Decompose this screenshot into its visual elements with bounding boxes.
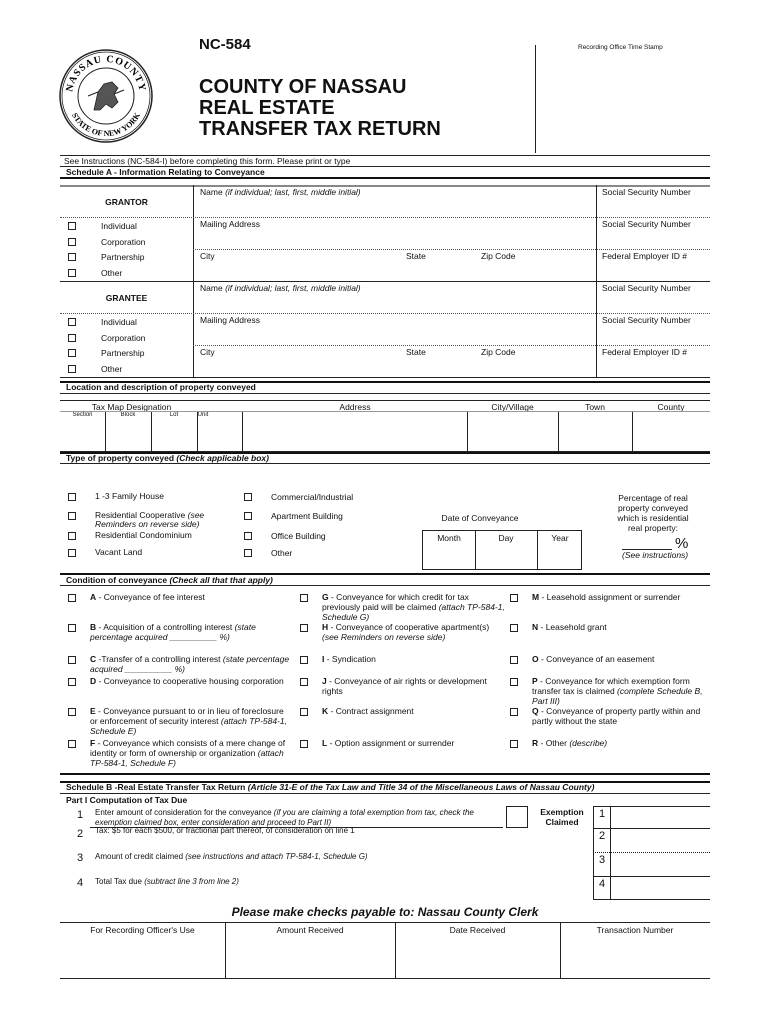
- condition-text: - Conveyance of fee interest: [96, 592, 205, 602]
- property-type-label: Office Building: [271, 531, 326, 541]
- svg-text:NASSAU COUNTY: NASSAU COUNTY: [64, 53, 148, 93]
- divider: [60, 281, 710, 282]
- name-text: Name: [200, 187, 223, 197]
- divider: [242, 411, 243, 451]
- grantee-label: GRANTEE: [105, 293, 148, 303]
- line-text: Tax: $5 for each $500, or fractional part thereof, of consideration on line 1: [95, 826, 355, 835]
- property-type-checkbox[interactable]: [244, 532, 252, 540]
- line-note: (subtract line 3 from line 2): [144, 877, 239, 886]
- condition-letter: H: [322, 622, 329, 632]
- entity-type-label: Corporation: [101, 236, 146, 247]
- condition-k-checkbox[interactable]: [300, 708, 308, 716]
- property-type-label: Commercial/Industrial: [271, 492, 354, 502]
- divider: [60, 217, 710, 218]
- property-type-label: [95, 548, 235, 557]
- entity-type-label: Other: [101, 363, 123, 374]
- state-label: State: [406, 251, 426, 261]
- condition-letter: O: [532, 654, 539, 664]
- line-text: Total Tax due: [95, 877, 145, 886]
- city-village-label: City/Village: [491, 402, 534, 412]
- month-field[interactable]: [423, 543, 475, 569]
- mailing-address-label: Mailing Address: [200, 315, 261, 325]
- divider: [151, 411, 152, 451]
- condition-m-label: [532, 592, 712, 602]
- state-label: State: [406, 347, 426, 357]
- condition-letter: F: [90, 738, 96, 748]
- condition-g-checkbox[interactable]: [300, 594, 308, 602]
- day-field[interactable]: [476, 543, 536, 569]
- title-note: (Article 31-E of the Tax Law and Title 34 of the Miscellaneous Laws of Nassau County): [247, 782, 595, 792]
- property-type-label: Apartment Building: [271, 511, 343, 521]
- name-hint: (if individual; last, first, middle initial): [225, 283, 361, 293]
- percentage-label: Percentage of real property conveyed which is residential real property:: [617, 493, 689, 533]
- condition-e-checkbox[interactable]: [68, 708, 76, 716]
- condition-f-checkbox[interactable]: [68, 740, 76, 748]
- condition-letter: R: [532, 738, 539, 748]
- entity-type-label: Corporation: [101, 332, 146, 343]
- condition-m-checkbox[interactable]: [510, 594, 518, 602]
- entity-type-label: Partnership: [101, 252, 145, 262]
- condition-note: (see Reminders on reverse side): [322, 632, 446, 642]
- divider: [610, 852, 611, 876]
- divider: [467, 411, 468, 451]
- property-type-checkbox[interactable]: [68, 549, 76, 557]
- property-type-label: Other: [271, 548, 293, 558]
- divider: [596, 281, 597, 377]
- divider: [60, 393, 710, 394]
- grantee-individual-checkbox[interactable]: [68, 318, 76, 326]
- grantee-corporation-checkbox[interactable]: [68, 334, 76, 342]
- condition-letter: M: [532, 592, 540, 602]
- property-type-checkbox[interactable]: [244, 512, 252, 520]
- condition-note: (state percentage acquired __________ %): [90, 622, 256, 642]
- property-type-label: [95, 511, 235, 529]
- condition-letter: I: [322, 654, 325, 664]
- title-text: Condition of conveyance: [66, 575, 168, 585]
- divider: [610, 828, 611, 852]
- line-note: (see instructions and attach TP-584-1, Schedule G): [185, 852, 368, 861]
- divider: [610, 806, 611, 828]
- divider: [596, 185, 597, 281]
- condition-b-checkbox[interactable]: [68, 624, 76, 632]
- condition-text: - Conveyance for which exemption form transfer tax is claimed: [532, 676, 690, 696]
- form-title: [199, 77, 441, 140]
- county-label: County: [657, 402, 685, 412]
- amount-line-number: 4: [599, 878, 606, 890]
- property-type-title: [60, 453, 710, 463]
- condition-note: (state percentage acquired __________ %): [90, 654, 290, 674]
- divider: [193, 249, 710, 250]
- line-number: 4: [77, 877, 84, 889]
- city-label: City: [200, 251, 215, 261]
- condition-text: - Conveyance of air rights or development rights: [322, 676, 487, 696]
- grantee-other-checkbox[interactable]: [68, 365, 76, 373]
- condition-note: (describe): [569, 738, 608, 748]
- condition-text: - Leasehold assignment or surrender: [539, 592, 681, 602]
- form-number: NC-584: [199, 36, 251, 53]
- line-2-text: [95, 826, 355, 835]
- amount-received-label: Amount Received: [276, 925, 344, 935]
- condition-letter: B: [90, 622, 97, 632]
- date-of-conveyance-box: [422, 530, 582, 570]
- divider: [60, 463, 710, 464]
- divider: [60, 773, 710, 775]
- exemption-claimed-checkbox[interactable]: [506, 806, 528, 828]
- condition-letter: E: [90, 706, 96, 716]
- property-type-checkbox[interactable]: [68, 493, 76, 501]
- condition-text: - Conveyance to cooperative housing corporation: [96, 676, 284, 686]
- grantor-mailing-address-field[interactable]: [194, 229, 594, 248]
- property-type-text: 1 -3 Family House: [95, 491, 164, 501]
- percentage-note: (See instructions): [622, 550, 689, 560]
- divider: [193, 345, 710, 346]
- schedule-a-title: Schedule A - Information Relating to Conveyance: [66, 167, 265, 177]
- condition-text: - Conveyance of property partly within and partly without the state: [532, 706, 701, 726]
- title-text: Type of property conveyed: [66, 453, 175, 463]
- condition-i-label: [322, 654, 507, 664]
- line-number: 2: [77, 828, 84, 840]
- property-type-text: Vacant Land: [95, 547, 143, 557]
- condition-letter: K: [322, 706, 329, 716]
- name-label: [200, 283, 361, 293]
- condition-r-checkbox[interactable]: [510, 740, 518, 748]
- divider: [60, 411, 710, 412]
- condition-text: - Conveyance which consists of a mere change of identity or form of ownership or organization: [90, 738, 286, 758]
- condition-text: - Option assignment or surrender: [327, 738, 455, 748]
- entity-type-label: Other: [101, 267, 123, 278]
- divider: [558, 411, 559, 451]
- condition-text: - Other: [538, 738, 570, 748]
- condition-e-label: [90, 706, 290, 736]
- property-type-text: Residential Condominium: [95, 530, 192, 540]
- grantor-other-checkbox[interactable]: [68, 269, 76, 277]
- entity-type-label: Individual: [101, 221, 137, 231]
- property-type-label: [95, 492, 235, 501]
- block-label: Block: [120, 412, 136, 418]
- instructions-text: See Instructions (NC-584-I) before completing this form. Please print or type: [64, 156, 351, 166]
- line-4-text: [95, 877, 239, 886]
- condition-text: - Conveyance for which credit for tax previously paid will be claimed: [322, 592, 469, 612]
- property-type-checkbox[interactable]: [244, 493, 252, 501]
- condition-note: (attach TP-584-1, Schedule E): [90, 716, 288, 736]
- condition-l-checkbox[interactable]: [300, 740, 308, 748]
- percent-sign: %: [675, 535, 689, 552]
- grantor-name-field[interactable]: [194, 197, 594, 216]
- line-number: 1: [77, 809, 84, 821]
- divider: [632, 411, 633, 451]
- condition-h-label: [322, 622, 507, 642]
- amount-line-number: 3: [599, 854, 606, 866]
- property-type-note: (see Reminders on reverse side): [95, 510, 205, 529]
- exemption-claimed-label: Exemption Claimed: [540, 807, 584, 827]
- condition-g-label: [322, 592, 507, 622]
- grantee-partnership-checkbox[interactable]: [68, 349, 76, 357]
- condition-j-label: [322, 676, 507, 696]
- condition-r-label: [532, 738, 712, 748]
- year-field[interactable]: [538, 543, 582, 569]
- divider: [60, 585, 710, 586]
- property-type-label: [95, 531, 235, 540]
- ssn-label: Social Security Number: [602, 315, 691, 325]
- condition-o-label: [532, 654, 712, 664]
- divider: [60, 793, 710, 794]
- condition-note: (attach TP-584-1, Schedule F): [90, 748, 284, 768]
- grantee-city-state-zip-field[interactable]: [194, 357, 594, 376]
- condition-letter: J: [322, 676, 327, 686]
- grantor-label: GRANTOR: [105, 197, 148, 207]
- lot-label: Lot: [169, 412, 179, 418]
- name-label: [200, 187, 361, 197]
- condition-letter: A: [90, 592, 97, 602]
- amount-line-number: 2: [599, 830, 606, 842]
- condition-a-label: [90, 592, 290, 602]
- condition-d-checkbox[interactable]: [68, 678, 76, 686]
- title-line: TRANSFER TAX RETURN: [199, 118, 441, 140]
- divider: [60, 177, 710, 179]
- recording-use-label: For Recording Officer's Use: [90, 925, 195, 935]
- property-type-text: Residential Cooperative: [95, 510, 186, 520]
- grantee-mailing-address-field[interactable]: [194, 325, 594, 344]
- condition-text: - Acquisition of a controlling interest: [96, 622, 235, 632]
- date-of-conveyance-label: Date of Conveyance: [441, 513, 519, 523]
- line-text: Amount of credit claimed: [95, 852, 186, 861]
- location-title: Location and description of property conveyed: [66, 382, 256, 392]
- condition-o-checkbox[interactable]: [510, 656, 518, 664]
- line-text: Enter amount of consideration for the conveyance: [95, 808, 274, 817]
- condition-h-checkbox[interactable]: [300, 624, 308, 632]
- condition-n-checkbox[interactable]: [510, 624, 518, 632]
- amount-line-number: 1: [599, 808, 606, 820]
- year-label: Year: [551, 533, 569, 543]
- condition-text: - Contract assignment: [328, 706, 414, 716]
- condition-j-checkbox[interactable]: [300, 678, 308, 686]
- condition-text: -Transfer of a controlling interest: [96, 654, 223, 664]
- line-1-text: [95, 808, 505, 827]
- title-line: COUNTY OF NASSAU: [199, 76, 407, 98]
- divider: [60, 313, 710, 314]
- condition-note: (complete Schedule B, Part III): [532, 686, 703, 706]
- time-stamp-label: Recording Office Time Stamp: [578, 44, 663, 51]
- condition-letter: P: [532, 676, 538, 686]
- condition-letter: C: [90, 654, 97, 664]
- county-seal: [58, 48, 154, 144]
- ssn-label: Social Security Number: [602, 187, 691, 197]
- title-note: (Check applicable box): [176, 453, 269, 463]
- name-hint: (if individual; last, first, middle initial): [225, 187, 361, 197]
- title-text: Schedule B -Real Estate Transfer Tax Return: [66, 782, 248, 792]
- condition-letter: L: [322, 738, 328, 748]
- fein-label: Federal Employer ID #: [602, 251, 688, 261]
- grantor-city-state-zip-field[interactable]: [194, 261, 594, 280]
- condition-note: (attach TP-584-1, Schedule G): [322, 602, 505, 622]
- title-line: REAL ESTATE: [199, 97, 335, 119]
- part-1-title: Part I Computation of Tax Due: [66, 795, 188, 805]
- title-note: (Check all that that apply): [169, 575, 273, 585]
- condition-letter: D: [90, 676, 97, 686]
- condition-a-checkbox[interactable]: [68, 594, 76, 602]
- date-received-label: Date Received: [449, 925, 506, 935]
- condition-l-label: [322, 738, 507, 748]
- condition-text: - Leasehold grant: [538, 622, 607, 632]
- grantor-partnership-checkbox[interactable]: [68, 253, 76, 261]
- condition-n-label: [532, 622, 712, 632]
- unit-label: Unit: [197, 412, 209, 418]
- line-note: (if you are claiming a total exemption from tax, check the exemption claimed box, enter consideration and proceed to Part II): [95, 808, 474, 827]
- section-label: Section: [72, 412, 93, 418]
- condition-q-label: [532, 706, 712, 726]
- city-label: City: [200, 347, 215, 357]
- property-type-checkbox[interactable]: [68, 512, 76, 520]
- condition-letter: G: [322, 592, 329, 602]
- zip-code-label: Zip Code: [481, 251, 516, 261]
- condition-text: - Syndication: [324, 654, 376, 664]
- day-label: Day: [498, 533, 514, 543]
- schedule-b-title: [60, 782, 710, 792]
- payable-note: Please make checks payable to: Nassau County Clerk: [231, 905, 539, 919]
- condition-letter: Q: [532, 706, 539, 716]
- condition-text: - Conveyance of an easement: [538, 654, 655, 664]
- divider: [60, 400, 710, 401]
- divider: [105, 411, 106, 451]
- condition-letter: N: [532, 622, 539, 632]
- ssn-label: Social Security Number: [602, 219, 691, 229]
- month-label: Month: [437, 533, 461, 543]
- grantor-corporation-checkbox[interactable]: [68, 238, 76, 246]
- divider: [60, 377, 710, 378]
- property-type-checkbox[interactable]: [68, 532, 76, 540]
- grantee-name-field[interactable]: [194, 293, 594, 312]
- divider: [197, 411, 198, 451]
- name-text: Name: [200, 283, 223, 293]
- condition-d-label: [90, 676, 290, 686]
- line-number: 3: [77, 852, 84, 864]
- property-type-checkbox[interactable]: [244, 549, 252, 557]
- condition-title: [60, 575, 710, 585]
- condition-p-checkbox[interactable]: [510, 678, 518, 686]
- entity-type-label: Individual: [101, 317, 137, 327]
- condition-q-checkbox[interactable]: [510, 708, 518, 716]
- mailing-address-label: Mailing Address: [200, 219, 261, 229]
- condition-p-label: [532, 676, 712, 706]
- condition-i-checkbox[interactable]: [300, 656, 308, 664]
- town-label: Town: [585, 402, 605, 412]
- divider: [610, 876, 611, 900]
- fein-label: Federal Employer ID #: [602, 347, 688, 357]
- transaction-number-label: Transaction Number: [596, 925, 674, 935]
- ssn-label: Social Security Number: [602, 283, 691, 293]
- condition-f-label: [90, 738, 290, 768]
- line-3-text: [95, 852, 368, 861]
- recording-officer-table: [60, 922, 710, 979]
- condition-b-label: [90, 622, 290, 642]
- entity-type-label: Partnership: [101, 348, 145, 358]
- condition-text: - Conveyance pursuant to or in lieu of foreclosure or enforcement of security interest: [90, 706, 284, 726]
- condition-text: - Conveyance of cooperative apartment(s): [328, 622, 490, 632]
- zip-code-label: Zip Code: [481, 347, 516, 357]
- tax-map-label: Tax Map Designation: [91, 402, 172, 412]
- condition-k-label: [322, 706, 507, 716]
- condition-c-checkbox[interactable]: [68, 656, 76, 664]
- address-label: Address: [339, 402, 371, 412]
- grantor-individual-checkbox[interactable]: [68, 222, 76, 230]
- svg-text:STATE OF NEW YORK: STATE OF NEW YORK: [70, 111, 142, 139]
- condition-c-label: [90, 654, 290, 674]
- divider: [535, 45, 536, 153]
